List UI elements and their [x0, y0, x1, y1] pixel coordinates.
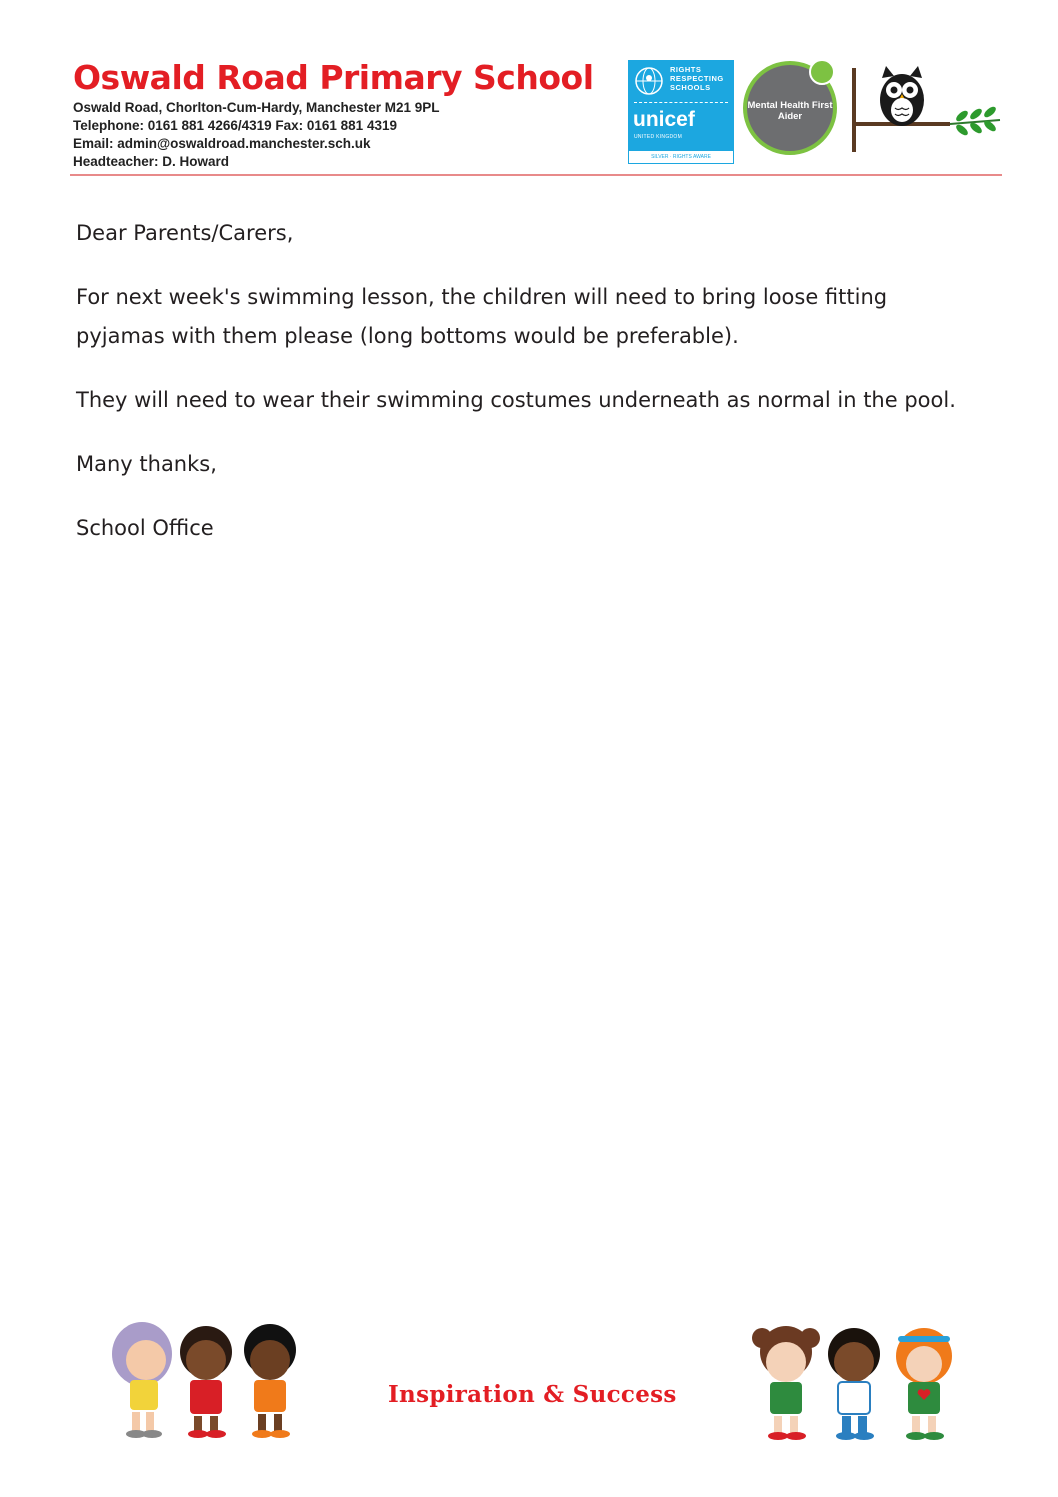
badge-divider [634, 102, 728, 103]
telephone: Telephone: 0161 881 4266/4319 Fax: 0161 881 4319 [73, 118, 397, 133]
award-level: SILVER · RIGHTS AWARE [628, 150, 734, 164]
rrs-title: RIGHTS RESPECTING SCHOOLS [670, 65, 724, 92]
children-illustration-right [746, 1322, 968, 1444]
headteacher: Headteacher: D. Howard [73, 154, 230, 169]
header-divider [70, 174, 1002, 176]
paragraph: They will need to wear their swimming costumes underneath as normal in the pool. [76, 388, 956, 412]
mhfa-leaf-icon [809, 59, 835, 85]
address: Oswald Road, Chorlton-Cum-Hardy, Manchester M21 9PL [73, 100, 440, 115]
mhfa-text: Mental Health First Aider [747, 100, 833, 122]
letter-body [76, 214, 976, 573]
unicef-wordmark: unicef [633, 108, 695, 131]
letterhead [70, 58, 1002, 176]
paragraph: For next week's swimming lesson, the children will need to bring loose fitting pyjamas with them please (long bottoms would be preferable). [76, 285, 888, 348]
children-illustration-left [96, 1320, 312, 1442]
unicef-rights-respecting-badge [628, 60, 734, 164]
footer-slogan: Inspiration & Success [388, 1381, 677, 1408]
unicef-country: UNITED KINGDOM [634, 134, 683, 140]
mental-health-first-aider-badge [743, 61, 837, 155]
greeting: Dear Parents/Carers, [76, 221, 294, 245]
contact-details [73, 99, 440, 171]
school-name: Oswald Road Primary School [73, 58, 594, 97]
closing: Many thanks, [76, 452, 217, 476]
unicef-globe-icon [634, 66, 664, 96]
owl-on-branch-logo [850, 62, 1004, 154]
signature: School Office [76, 516, 214, 540]
email: Email: admin@oswaldroad.manchester.sch.uk [73, 136, 371, 151]
